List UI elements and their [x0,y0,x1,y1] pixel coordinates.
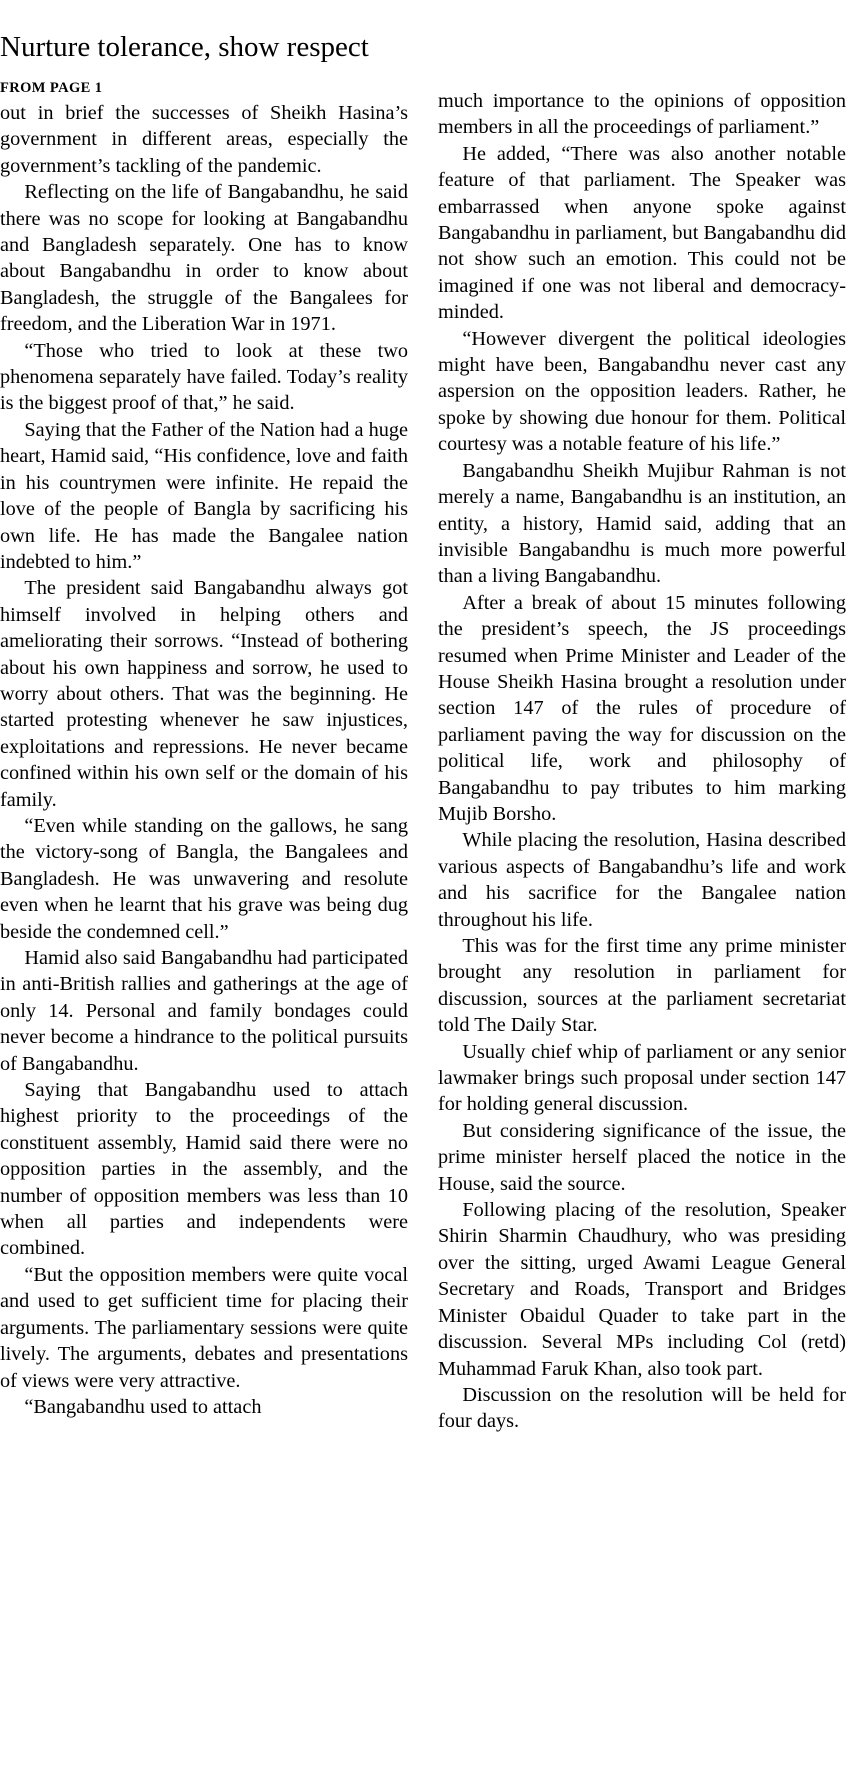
continuation-kicker: FROM PAGE 1 [0,80,103,96]
paragraph: much importance to the opinions of opposition members in all the proceedings of parliament.” [438,90,846,139]
paragraph: Following placing of the resolution, Speaker Shirin Sharmin Chaudhury, who was presiding over the sitting, urged Awami League General Secretary and Roads, Transport and Bridges Minister Obaidul Quader to take part in the discussion. Several MPs including Col (retd) Muhammad Faruk Khan, also took part. [438,1199,846,1380]
paragraph: After a break of about 15 minutes following the president’s speech, the JS proceedings resumed when Prime Minister and Leader of the House Sheikh Hasina brought a resolution under section 147 of the rules of procedure of parliament paving the way for discussion on the political life, work and philosophy of Bangabandhu to pay tributes to him marking Mujib Borsho. [438,591,846,825]
paragraph: Hamid also said Bangabandhu had participated in anti-British rallies and gatherings at the age of only 14. Personal and family bondages could never become a hindrance to the political pursuits of Bangabandhu. [0,947,408,1075]
paragraph: This was for the first time any prime minister brought any resolution in parliament for discussion, sources at the parliament secretariat told The Daily Star. [438,935,846,1037]
paragraph: “Even while standing on the gallows, he sang the victory-song of Bangla, the Bangalees and Bangladesh. He was unwavering and resolute even when he learnt that his grave was being dug beside the condemned cell.” [0,814,408,943]
article-column-right [438,88,846,1435]
paragraph: Bangabandhu Sheikh Mujibur Rahman is not merely a name, Bangabandhu is an institution, an entity, a history, Hamid said, adding that an invisible Bangabandhu is much more powerful than a living Bangabandhu. [438,459,846,588]
paragraph: Usually chief whip of parliament or any senior lawmaker brings such proposal under section 147 for holding general discussion. [438,1040,846,1116]
paragraph: “Those who tried to look at these two phenomena separately have failed. Today’s reality is the biggest proof of that,” he said. [0,339,408,415]
paragraph: out in brief the successes of Sheikh Hasina’s government in different areas, especially the government’s tackling of the pandemic. [0,102,408,177]
paragraph: Reflecting on the life of Bangabandhu, he said there was no scope for looking at Bangabandhu and Bangladesh separately. One has to know about Bangabandhu in order to know about Bangladesh, the struggle of the Bangalees for freedom, and the Liberation War in 1971. [0,181,408,336]
paragraph: The president said Bangabandhu always got himself involved in helping others and ameliorating their sorrows. “Instead of bothering about his own happiness and sorrow, he used to worry about others. That was the beginning. He started protesting whenever he saw injustices, exploitations and repressions. He never became confined within his own self or the domain of his family. [0,577,408,811]
paragraph: “Bangabandhu used to attach [24,1395,262,1418]
paragraph: “But the opposition members were quite vocal and used to get sufficient time for placing their arguments. The parliamentary sessions were quite lively. The arguments, debates and presentations of views were very attractive. [0,1263,408,1392]
paragraph: While placing the resolution, Hasina described various aspects of Bangabandhu’s life and work and his sacrifice for the Bangalee nation throughout his life. [438,829,846,931]
paragraph: Saying that the Father of the Nation had a huge heart, Hamid said, “His confidence, love and faith in his countrymen were infinite. He repaid the love of the people of Bangla by sacrificing his own life. He has made the Bangalee nation indebted to him.” [0,418,408,573]
paragraph: He added, “There was also another notable feature of that parliament. The Speaker was embarrassed when anyone spoke against Bangabandhu in parliament, but Bangabandhu did not show such an emotion. This could not be imagined if one was not liberal and democracy-minded. [438,142,846,324]
paragraph: “However divergent the political ideologies might have been, Bangabandhu never cast any aspersion on the opposition leaders. Rather, he spoke by showing due honour for them. Political courtesy was a notable feature of his life.” [438,327,846,456]
paragraph: Saying that Bangabandhu used to attach highest priority to the proceedings of the constituent assembly, Hamid said there were no opposition parties in the assembly, and the number of opposition members was less than 10 when all parties and independents were combined. [0,1079,408,1260]
paragraph: Discussion on the resolution will be held for four days. [438,1383,846,1433]
headline: Nurture tolerance, show respect [0,31,369,63]
paragraph: But considering significance of the issue, the prime minister herself placed the notice in the House, said the source. [438,1119,846,1195]
article-column-left [0,78,408,1420]
